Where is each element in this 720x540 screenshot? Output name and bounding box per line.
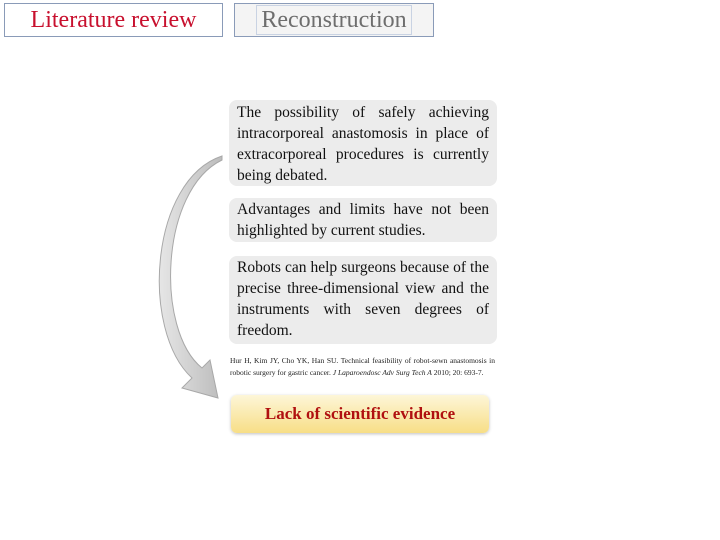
statement-box-advantages (229, 198, 497, 242)
conclusion-text: Lack of scientific evidence (264, 404, 456, 423)
tab-literature-review-label: Literature review (30, 7, 197, 33)
conclusion-box (231, 395, 489, 433)
statement-text: Robots can help surgeons because of the precise three-dimensional view and the instruments with seven degrees of freedom. (237, 259, 489, 339)
statement-box-anastomosis (229, 100, 497, 186)
statement-text: Advantages and limits have not been highlighted by current studies. (237, 201, 489, 239)
reference-journal: J Laparoendosc Adv Surg Tech A (332, 368, 432, 377)
reference-authors-title: Hur H, Kim JY, Cho YK, Han SU. Technical feasibility of robot-sewn anastomosis in robotic surgery for gastric cancer. (230, 356, 495, 377)
reference-citation (230, 355, 495, 379)
tab-reconstruction-label: Reconstruction (256, 5, 411, 35)
reference-details: 2010; 20: 693-7. (433, 368, 484, 377)
statement-box-robots (229, 256, 497, 344)
statement-text: The possibility of safely achieving intracorporeal anastomosis in place of extracorporeal procedures is currently being debated. (237, 104, 489, 184)
